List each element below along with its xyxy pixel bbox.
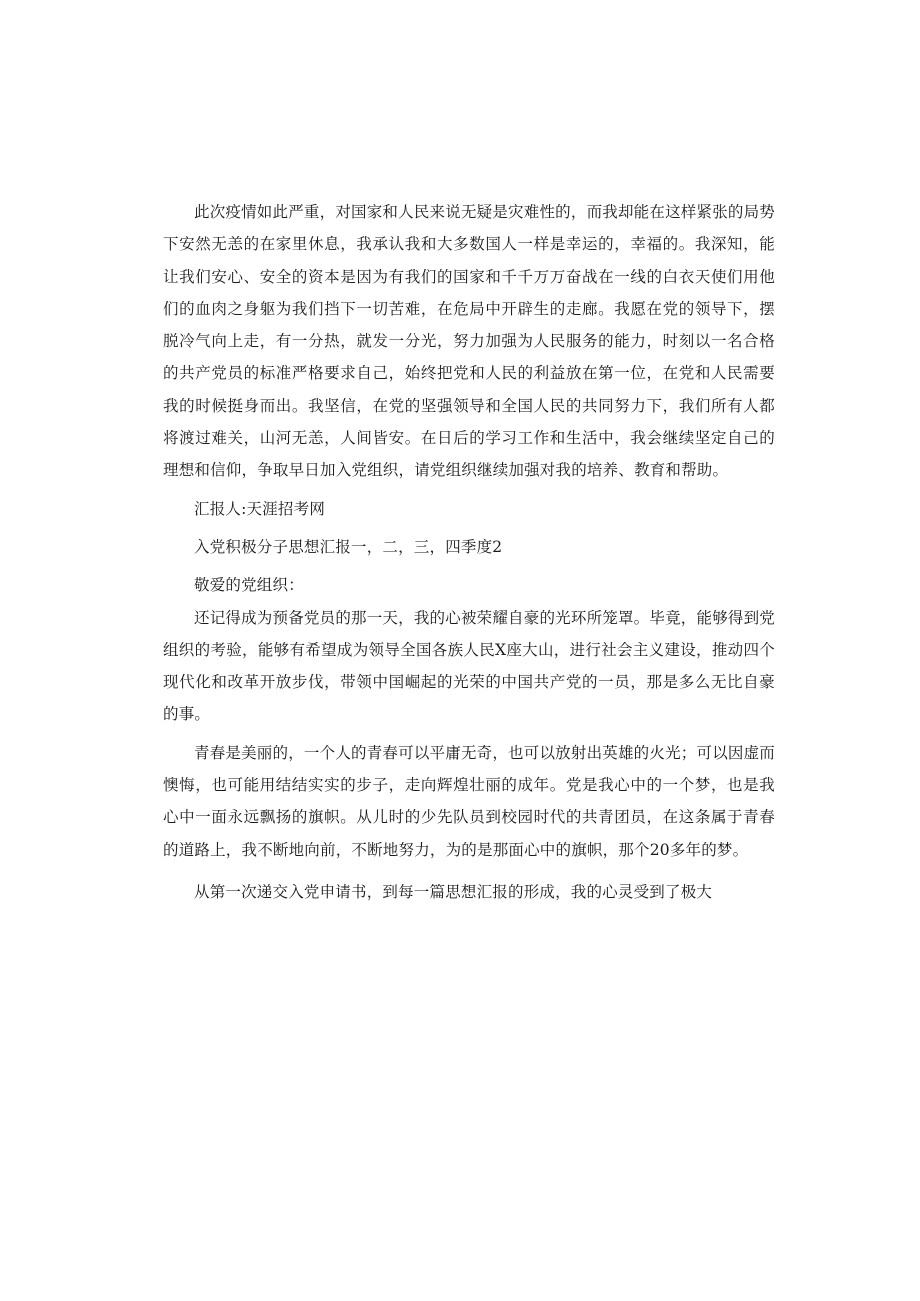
document-body xyxy=(163,196,775,908)
salutation: 敬爱的党组织： xyxy=(194,576,304,595)
paragraph-application: 从第一次递交入党申请书，到每一篇思想汇报的形成，我的心灵受到了极大 xyxy=(194,882,713,901)
paragraph-youth: 青春是美丽的，一个人的青春可以平庸无奇，也可以放射出英雄的火光；可以因虚而懊悔，也可能用结结实实的步子，走向辉煌壮丽的成年。党是我心中的一个梦，也是我心中一面永远飘扬的旗帜。从儿时的少先队员到校园时代的共青团员，在这条属于青春的道路上，我不断地向前，不断地努力，为的是那面心中的旗帜，那个20多年的梦。 xyxy=(163,743,775,859)
reporter-signature: 汇报人:天涯招考网 xyxy=(194,499,326,518)
paragraph-probationary-member: 还记得成为预备党员的那一天，我的心被荣耀自豪的光环所笼罩。毕竟，能够得到党组织的考验，能够有希望成为领导全国各族人民X座大山，进行社会主义建设，推动四个现代化和改革开放步伐，带领中国崛起的光荣的中国共产党的一员，那是多么无比自豪的事。 xyxy=(163,608,775,724)
paragraph-epidemic-reflection: 此次疫情如此严重，对国家和人民来说无疑是灾难性的，而我却能在这样紧张的局势下安然无恙的在家里休息，我承认我和大多数国人一样是幸运的，幸福的。我深知，能让我们安心、安全的资本是因为有我们的国家和千千万万奋战在一线的白衣天使们用他们的血肉之身躯为我们挡下一切苦难，在危局中开辟生的走廊。我愿在党的领导下，摆脱冷气向上走，有一分热，就发一分光，努力加强为人民服务的能力，时刻以一名合格的共产党员的标准严格要求自己，始终把党和人民的利益放在第一位，在党和人民需要我的时候挺身而出。我坚信，在党的坚强领导和全国人民的共同努力下，我们所有人都将渡过难关，山河无恙，人间皆安。在日后的学习工作和生活中，我会继续坚定自己的理想和信仰，争取早日加入党组织，请党组织继续加强对我的培养、教育和帮助。 xyxy=(163,203,775,480)
report-title: 入党积极分子思想汇报一，二，三，四季度2 xyxy=(194,537,503,556)
